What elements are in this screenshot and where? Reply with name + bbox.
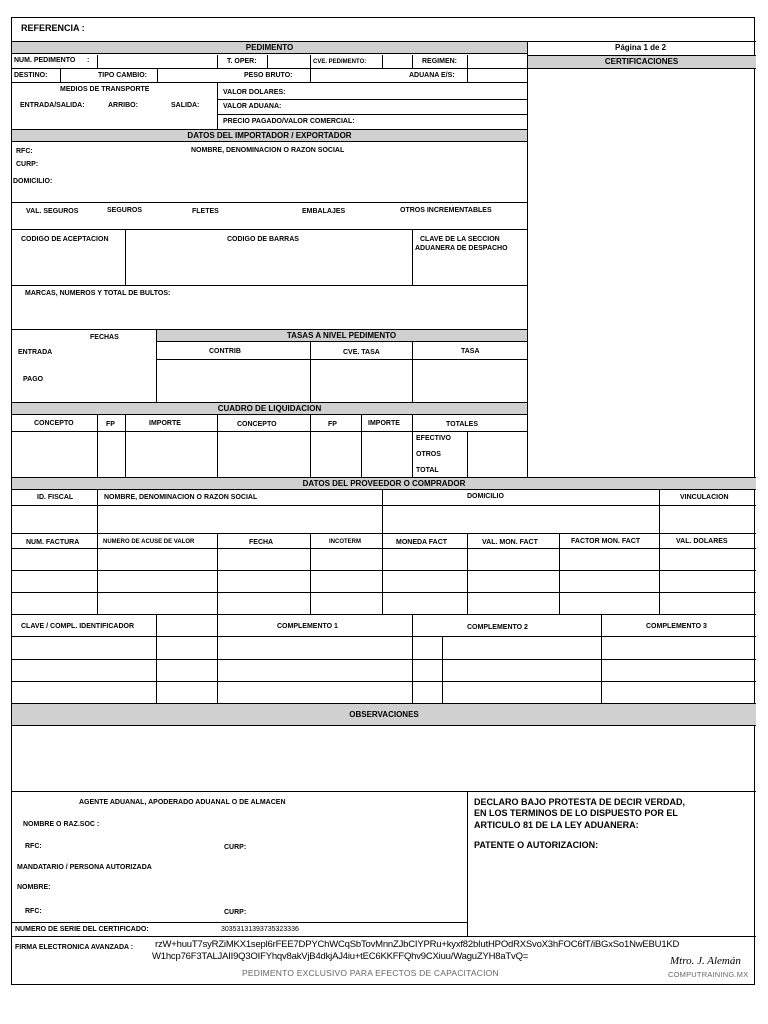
- concepto2-label: CONCEPTO: [237, 421, 277, 428]
- codigo-aceptacion-label: CODIGO DE ACEPTACION: [21, 236, 109, 243]
- vinculacion-label: VINCULACION: [680, 494, 729, 501]
- proveedor-domicilio-label: DOMICILIO: [467, 493, 504, 500]
- medios-transporte-label: MEDIOS DE TRANSPORTE: [60, 86, 150, 93]
- codigo-barras-label: CODIGO DE BARRAS: [227, 236, 299, 243]
- num-pedimento-label: NUM. PEDIMENTO: [14, 57, 76, 64]
- pedimento-form: REFERENCIA : PEDIMENTO Página 1 de 2 CERTIFICACIONES NUM. PEDIMENTO : T. OPER: CVE. PEDIMENTO: REGIMEN: DESTINO: TIPO CAMBIO: PESO BRUTO: ADUANA E/S: MEDIOS DE TRANSPORTE ENTRADA/SALIDA: ARRIBO: SALIDA: VALOR DOLARES: VALOR ADUANA: PRECIO PAGADO/VALOR COMERCIAL: DATOS DEL IMPORTADOR / EXPORTADOR RFC: NOMBRE, DENOMINACION O RAZON SOCIAL CURP: DOMICILIO: VAL. SEGUROS SEGUROS FLETES EMBALAJES OTROS INCREMENTABLES CODIGO DE ACEPTACION CODIGO DE BARRAS CLAVE DE LA SECCION ADUANERA DE DESPACHO MARCAS, NUMEROS Y TOTAL DE BULTOS: FECHAS TASAS A NIVEL PEDIMENTO ENTRADA CONTRIB CVE. TASA TASA PAGO CUADRO DE LIQUIDACION CONCEPTO FP IMPORTE CONCEPTO FP IMPORTE TOTALES EFECTIVO OTROS TOTAL DATOS DEL PROVEEDOR O COMPRADOR ID. FISCAL NOMBRE, DENOMINACION O RAZON SOCIAL DOMICILIO VINCULACION NUM. FACTURA NUMERO DE ACUSE DE VALOR FECHA INCOTERM MONEDA FACT VAL. MON. FACT FACTOR MON. FACT VAL. DOLARES CLAVE / COMPL. IDENTIFICADOR COMPLEMENTO 1 COMPLEMENTO 2 COMPLEMENTO 3 OBSERVACIONES AGENTE ADUANAL, APODERADO ADUANAL O DE ALMACEN NOMBRE O RAZ.SOC : RFC: CURP: MANDATARIO / PERSONA AUTORIZADA NOMBRE: RFC: CURP: NUMERO DE SERIE DEL CERTIFICADO: 30353131393735323336 DECLARO BAJO PROTESTA DE DECIR VERDAD, EN LOS TERMINOS DE LO DISPUESTO POR EL ARTICULO 81 DE LA LEY ADUANERA: PATENTE O AUTORIZACION: FIRMA ELECTRONICA AVANZADA : rzW+huuT7syRZiMKX1sepl6rFEE7DPYChWCqSbTovMnnZJbCIYPRu+kyxf82bIutHPOdRXSvoX3hFOC6fT/iBGxSo1NwEBU1KD W1hcp76F3TALJAII9Q3OIFYhqv8akVjB4dkjAJ4iu+tEC6KKFFQhv9CXiuu/WaguZYH8aTvQ= PEDIMENTO EXCLUSIVO PARA EFECTOS DE CAPACITACION Mtro. J. Alemán COMPUTRAINING.MX: [11, 17, 755, 985]
- id-fiscal-label: ID. FISCAL: [37, 494, 74, 501]
- acuse-valor-label: NUMERO DE ACUSE DE VALOR: [103, 539, 195, 545]
- destino-label: DESTINO:: [14, 72, 48, 79]
- cve-tasa-label: CVE. TASA: [343, 349, 380, 356]
- liquidacion-header: CUADRO DE LIQUIDACION: [12, 402, 527, 415]
- clave-seccion-label: CLAVE DE LA SECCION: [420, 236, 500, 243]
- nombre-razsoc-label: NOMBRE O RAZ.SOC :: [23, 821, 100, 828]
- val-mon-fact-label: VAL. MON. FACT: [482, 539, 538, 546]
- valor-aduana-label: VALOR ADUANA:: [223, 103, 282, 110]
- agente-title: AGENTE ADUANAL, APODERADO ADUANAL O DE ALMACEN: [79, 799, 286, 806]
- total-label: TOTAL: [416, 467, 439, 474]
- totales-label: TOTALES: [446, 421, 479, 428]
- precio-pagado-label: PRECIO PAGADO/VALOR COMERCIAL:: [223, 118, 355, 125]
- factor-mon-fact-label: FACTOR MON. FACT: [571, 538, 641, 545]
- firma-label: FIRMA ELECTRONICA AVANZADA :: [15, 944, 134, 951]
- incoterm-label: INCOTERM: [329, 539, 361, 545]
- contrib-label: CONTRIB: [209, 348, 241, 355]
- importe-label: IMPORTE: [149, 420, 181, 427]
- embalajes-label: EMBALAJES: [302, 208, 346, 215]
- importe2-label: IMPORTE: [368, 420, 400, 427]
- complemento3-label: COMPLEMENTO 3: [646, 623, 707, 630]
- entrada-salida-label: ENTRADA/SALIDA:: [20, 102, 85, 109]
- mandatario-curp-label: CURP:: [224, 909, 247, 916]
- observaciones-header: OBSERVACIONES: [12, 703, 756, 726]
- declaracion-line3: ARTICULO 81 DE LA LEY ADUANERA:: [474, 820, 639, 830]
- page-number: Página 1 de 2: [615, 43, 667, 52]
- seguros-label: SEGUROS: [107, 207, 143, 214]
- efectivo-label: EFECTIVO: [416, 435, 452, 442]
- domicilio-label: DOMICILIO:: [13, 178, 53, 185]
- declaracion-line1: DECLARO BAJO PROTESTA DE DECIR VERDAD,: [474, 797, 686, 807]
- regimen-label: REGIMEN:: [422, 58, 457, 65]
- firma-line1: rzW+huuT7syRZiMKX1sepl6rFEE7DPYChWCqSbTovMnnZJbCIYPRu+kyxf82bIutHPOdRXSvoX3hFOC6fT/iBGxSo1NwEBU1KD: [155, 939, 680, 950]
- agente-rfc-label: RFC:: [25, 843, 42, 850]
- mandatario-nombre-label: NOMBRE:: [17, 884, 51, 891]
- valor-dolares-label: VALOR DOLARES:: [223, 89, 286, 96]
- proveedor-nombre-label: NOMBRE, DENOMINACION O RAZON SOCIAL: [104, 494, 258, 501]
- patente-label: PATENTE O AUTORIZACION:: [474, 840, 599, 850]
- aduana-es-label: ADUANA E/S:: [409, 72, 455, 79]
- arribo-label: ARRIBO:: [108, 102, 138, 109]
- concepto-label: CONCEPTO: [34, 420, 74, 427]
- otros-label: OTROS: [416, 451, 441, 458]
- otros-incrementables-label: OTROS INCREMENTABLES: [400, 207, 492, 214]
- fechas-label: FECHAS: [90, 334, 119, 341]
- num-serie-label: NUMERO DE SERIE DEL CERTIFICADO:: [15, 926, 149, 933]
- curp-label: CURP:: [16, 161, 39, 168]
- salida-label: SALIDA:: [171, 102, 200, 109]
- val-dolares-label: VAL. DOLARES: [676, 538, 728, 545]
- proveedor-header: DATOS DEL PROVEEDOR O COMPRADOR: [12, 477, 756, 490]
- agente-curp-label: CURP:: [224, 844, 247, 851]
- marcas-label: MARCAS, NUMEROS Y TOTAL DE BULTOS:: [25, 290, 171, 297]
- pedimento-header: PEDIMENTO: [12, 41, 527, 54]
- signature: Mtro. J. Alemán: [670, 955, 741, 967]
- num-factura-label: NUM. FACTURA: [26, 539, 80, 546]
- pago-label: PAGO: [23, 376, 44, 383]
- peso-bruto-label: PESO BRUTO:: [244, 72, 293, 79]
- entrada-label: ENTRADA: [18, 349, 53, 356]
- complemento1-label: COMPLEMENTO 1: [277, 623, 338, 630]
- declaracion-line2: EN LOS TERMINOS DE LO DISPUESTO POR EL: [474, 808, 678, 818]
- cve-pedimento-label: CVE. PEDIMENTO:: [313, 59, 367, 65]
- fp2-label: FP: [328, 421, 337, 428]
- fecha-label: FECHA: [249, 539, 274, 546]
- complemento2-label: COMPLEMENTO 2: [467, 624, 528, 631]
- firma-line2: W1hcp76F3TALJAII9Q3OIFYhqv8akVjB4dkjAJ4iu+tEC6KKFFQhv9CXiuu/WaguZYH8aTvQ=: [152, 951, 529, 962]
- t-oper-label: T. OPER:: [227, 58, 257, 65]
- tasa-label: TASA: [461, 348, 480, 355]
- site-label: COMPUTRAINING.MX: [668, 970, 749, 979]
- nombre-razon-label: NOMBRE, DENOMINACION O RAZON SOCIAL: [191, 147, 345, 154]
- mandatario-label: MANDATARIO / PERSONA AUTORIZADA: [17, 864, 152, 871]
- certificaciones-header: CERTIFICACIONES: [527, 55, 756, 69]
- mandatario-rfc-label: RFC:: [25, 908, 42, 915]
- fp-label: FP: [106, 421, 115, 428]
- fletes-label: FLETES: [192, 208, 219, 215]
- referencia-label: REFERENCIA :: [21, 23, 85, 33]
- watermark: PEDIMENTO EXCLUSIVO PARA EFECTOS DE CAPACITACION: [242, 968, 499, 978]
- moneda-fact-label: MONEDA FACT: [396, 539, 448, 546]
- num-serie-value: 30353131393735323336: [221, 926, 299, 933]
- tasas-header: TASAS A NIVEL PEDIMENTO: [156, 329, 527, 342]
- clave-identificador-label: CLAVE / COMPL. IDENTIFICADOR: [21, 623, 135, 630]
- importador-header: DATOS DEL IMPORTADOR / EXPORTADOR: [12, 129, 527, 142]
- val-seguros-label: VAL. SEGUROS: [26, 208, 79, 215]
- rfc-label: RFC:: [16, 148, 33, 155]
- tipo-cambio-label: TIPO CAMBIO:: [98, 72, 147, 79]
